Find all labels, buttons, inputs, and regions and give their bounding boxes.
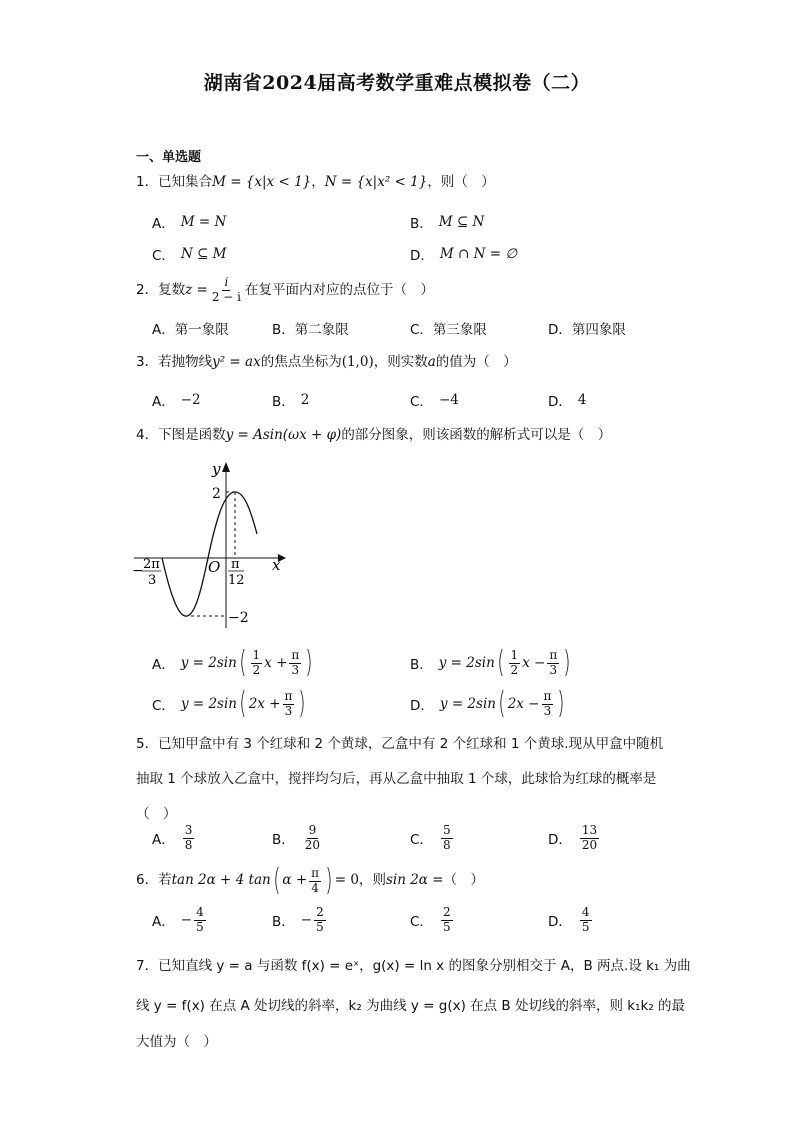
q4-option-a[interactable]: A． y = 2sin ( $\frac{1}{2}$ x + $\frac{\pi}{3}$ ) [152,645,313,680]
q6-number: 6．若 [136,872,172,889]
question-6: 6．若 tan 2α + 4 tan ( α + $\frac{\pi}{4}$ ) = 0 ，则 sin 2α = （ ） [136,863,485,898]
q1-set-m: M = {x|x < 1} [212,174,312,190]
q1-option-c[interactable]: C． N ⊆ M [152,246,227,264]
q3-option-c[interactable]: C． −4 [410,392,459,410]
question-3: 3．若抛物线y² = ax的焦点坐标为(1,0)，则实数a的值为（ ） [136,354,517,370]
q2-option-b[interactable]: B．第二象限 [272,322,349,338]
question-4: 4．下图是函数y = Asin(ωx + φ)的部分图象，则该函数的解析式可以是（ ） [136,427,612,443]
q1-option-b[interactable]: B． M ⊆ N [410,214,485,232]
q1-number: 1．已知集合 [136,174,213,190]
q6-option-b[interactable]: B． − $\frac{2}{5}$ [272,905,324,934]
question-7-line-3: 大值为（ ） [136,1034,217,1050]
question-2 [136,276,434,305]
q3-point: (1,0) [341,354,374,370]
q4-option-d[interactable]: D． y = 2sin ( 2x − $\frac{\pi}{3}$ ) [410,686,565,721]
neg-sign-label: − [132,563,144,579]
q2-fraction: $\frac{i}{2 - i}$ [211,275,241,304]
q3-number: 3．若抛物线 [136,354,213,370]
q1-option-a[interactable]: A． M = N [152,214,227,232]
section-heading: 一、单选题 [136,150,202,165]
q3-option-d[interactable]: D． 4 [548,392,587,410]
min-value-label: −2 [228,610,249,626]
q2-z: z = [185,281,208,298]
q1-set-n: N = {x|x² < 1} [324,174,428,190]
q2-option-a[interactable]: A．第一象限 [152,322,229,338]
q5-option-d[interactable]: D． $\frac{13}{20}$ [548,823,598,852]
three-label: 3 [148,573,157,588]
q6-option-c[interactable]: C． $\frac{2}{5}$ [410,905,451,934]
q2-number: 2．复数 [136,281,186,298]
q5-option-b[interactable]: B． $\frac{9}{20}$ [272,823,321,852]
pi-label: π [231,557,240,572]
q4-option-c[interactable]: C． y = 2sin ( 2x + $\frac{\pi}{3}$ ) [152,686,306,721]
q6-option-a[interactable]: A． − $\frac{4}{5}$ [152,905,204,934]
origin-label: O [208,558,221,576]
question-7-line-1: 7．已知直线 y = a 与函数 f(x) = eˣ，g(x) = ln x 的图象分别相交于 A，B 两点.设 k₁ 为曲 [136,958,691,974]
q3-equation: y² = ax [212,354,261,370]
q4-number: 4．下图是函数 [136,427,226,443]
question-7-line-2: 线 y = f(x) 在点 A 处切线的斜率，k₂ 为曲线 y = g(x) 在点 B 处切线的斜率，则 k₁k₂ 的最 [136,998,686,1014]
q3-option-b[interactable]: B． 2 [272,392,310,410]
q1-option-d[interactable]: D． M ∩ N = ∅ [410,246,518,264]
y-axis-label: y [212,460,221,478]
q6-option-d[interactable]: D． $\frac{4}{5}$ [548,905,590,934]
question-1 [136,174,495,192]
two-pi-label: 2π [143,557,160,572]
question-5: 5．已知甲盒中有 3 个红球和 2 个黄球，乙盒中有 2 个红球和 1 个黄球.现从甲盒中随机抽取 1 个球放入乙盒中，搅拌均匀后，再从乙盒中抽取 1 个球，此球恰为红球的概率是（ ） [136,736,664,822]
q4-option-b[interactable]: B． y = 2sin ( $\frac{1}{2}$ x − $\frac{\pi}{3}$ ) [410,645,571,680]
q5-option-a[interactable]: A． $\frac{3}{8}$ [152,823,193,852]
q2-option-d[interactable]: D．第四象限 [548,322,626,338]
twelve-label: 12 [228,573,245,588]
q1-separator: ， [311,174,325,190]
q2-tail: 在复平面内对应的点位于（ ） [244,281,434,298]
q5-option-c[interactable]: C． $\frac{5}{8}$ [410,823,451,852]
sine-curve [162,492,257,616]
q3-option-a[interactable]: A． −2 [152,392,201,410]
x-axis-label: x [272,556,281,574]
q4-function: y = Asin(ωx + φ) [225,427,342,443]
q4-sine-graph [128,456,298,636]
q1-tail: ，则（ ） [427,174,495,190]
max-value-label: 2 [212,486,221,502]
y-axis-arrow [222,462,230,472]
exam-title: 湖南省2024届高考数学重难点模拟卷（二） [203,72,591,94]
q2-option-c[interactable]: C．第三象限 [410,322,487,338]
